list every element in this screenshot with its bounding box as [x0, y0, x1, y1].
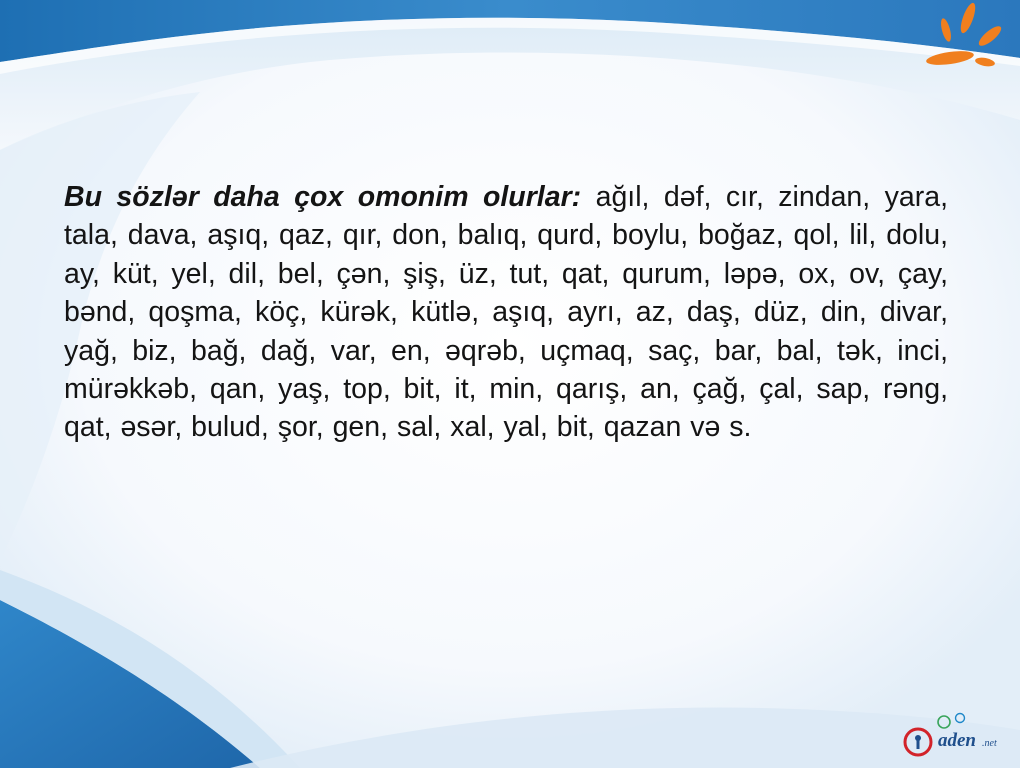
logo-text: aden: [938, 730, 976, 751]
word-list: ağıl, dəf, cır, zindan, yara, tala, dava, aşıq, qaz, qır, don, balıq, qurd, boylu, boğaz, qol, lil, dolu, ay, küt, yel, dil, bel, çən, şiş, üz, tut, qat, qurum, ləpə, ox, ov, çay, bənd, qoşma, köç, kürək, kütlə, aşıq, ayrı, az, daş, düz, din, divar, yağ, biz, bağ, dağ, var, en, əqrəb, uçmaq, saç, bar, bal, tək, inci, mürəkkəb, qan, yaş, top, bit, it, min, qarış, an, çağ, çal, sap, rəng, qat, əsər, bulud, şor, gen, sal, xal, yal, bit, qazan və s.: [64, 181, 948, 444]
logo-suffix: .net: [982, 738, 997, 749]
site-logo[interactable]: [900, 712, 1010, 762]
lead-phrase: Bu sözlər daha çox omonim olurlar:: [64, 181, 582, 213]
body-paragraph: [64, 178, 948, 447]
